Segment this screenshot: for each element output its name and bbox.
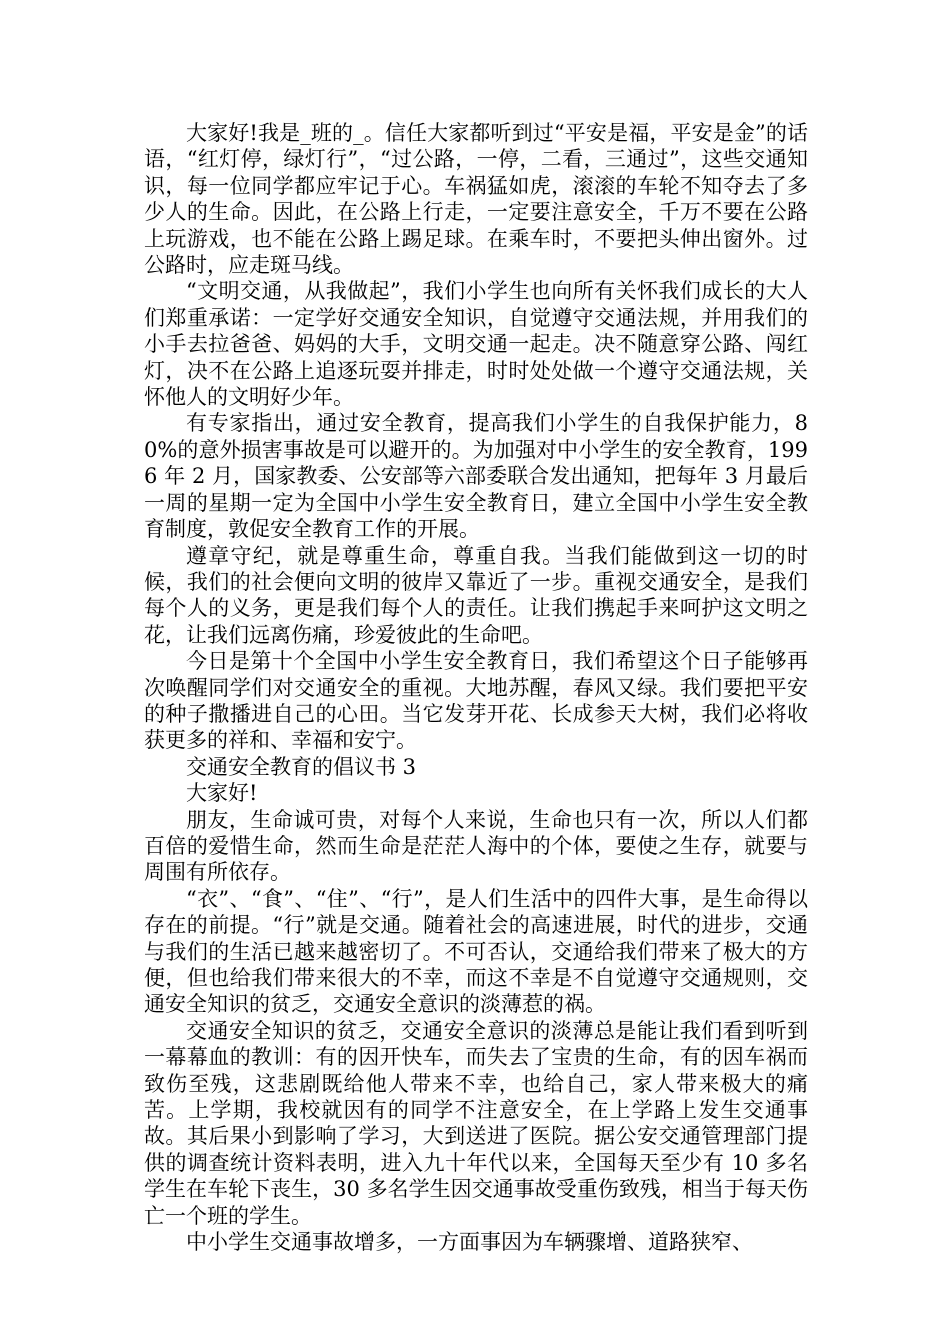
paragraph-civilized-traffic: “文明交通，从我做起”，我们小学生也向所有关怀我们成长的大人们郑重承诺：一定学好交通安全知识，自觉遵守交通法规，并用我们的小手去拉爸爸、妈妈的大手，文明交通一起走。决不随意穿公路、闯红灯，决不在公路上追逐玩耍并排走，时时处处做一个遵守交通法规，关怀他人的文明好少年。 [144,279,808,410]
paragraph-respect-life: 遵章守纪，就是尊重生命，尊重自我。当我们能做到这一切的时候，我们的社会便向文明的彼岸又靠近了一步。重视交通安全，是我们每个人的义务，更是我们每个人的责任。让我们携起手来呵护这文明之花，让我们远离伤痛，珍爱彼此的生命吧。 [144,543,808,647]
paragraph-clothing-food-housing-travel: “衣”、“食”、“住”、“行”，是人们生活中的四件大事，是生命得以存在的前提。“行”就是交通。随着社会的高速进展，时代的进步，交通与我们的生活已越来越密切了。不可否认，交通给我们带来了极大的方便，但也给我们带来很大的不幸，而这不幸是不自觉遵守交通规则，交通安全知识的贫乏，交通安全意识的淡薄惹的祸。 [144,886,808,1017]
paragraph-expert-safety-education: 有专家指出，通过安全教育，提高我们小学生的自我保护能力，80%的意外损害事故是可以避开的。为加强对中小学生的安全教育，1996 年 2 月，国家教委、公安部等六部委联合发出通知，把每年 3 月最后一周的星期一定为全国中小学生安全教育日，建立全国中小学生安全教育制度，敦促安全教育工作的开展。 [144,411,808,542]
paragraph-safety-education-day: 今日是第十个全国中小学生安全教育日，我们希望这个日子能够再次唤醒同学们对交通安全的重视。大地苏醒，春风又绿。我们要把平安的种子撒播进自己的心田。当它发芽开花、长成参天大树，我们必将收获更多的祥和、幸福和安宁。 [144,649,808,753]
paragraph-greeting-intro: 大家好!我是_班的_。信任大家都听到过“平安是福，平安是金”的话语，“红灯停，绿灯行”，“过公路，一停，二看，三通过”，这些交通知识，每一位同学都应牢记于心。车祸猛如虎，滚滚的车轮不知夺去了多少人的生命。因此，在公路上行走，一定要注意安全，千万不要在公路上玩游戏，也不能在公路上踢足球。在乘车时，不要把头伸出窗外。过公路时，应走斑马线。 [144,121,808,278]
document-page [144,120,808,1255]
section-heading: 交通安全教育的倡议书 3 [186,754,417,779]
paragraph-accidents-increase: 中小学生交通事故增多，一方面事因为车辆骤增、道路狭窄、 [186,1230,753,1255]
paragraph-salutation: 大家好! [186,781,258,806]
paragraph-blood-lessons: 交通安全知识的贫乏，交通安全意识的淡薄总是能让我们看到听到一幕幕血的教训：有的因开快车，而失去了宝贵的生命，有的因车祸而致伤至残，这悲剧既给他人带来不幸，也给自己，家人带来极大的痛苦。上学期，我校就因有的同学不注意安全，在上学路上发生交通事故。其后果小到影响了学习，大到送进了医院。据公安交通管理部门提供的调查统计资料表明，进入九十年代以来，全国每天至少有 10 多名学生在车轮下丧生，30 多名学生因交通事故受重伤致残，相当于每天伤亡一个班的学生。 [144,1018,808,1228]
paragraph-life-precious: 朋友，生命诚可贵，对每个人来说，生命也只有一次，所以人们都百倍的爱惜生命，然而生命是茫茫人海中的个体，要使之生存，就要与周围有所依存。 [144,807,808,885]
